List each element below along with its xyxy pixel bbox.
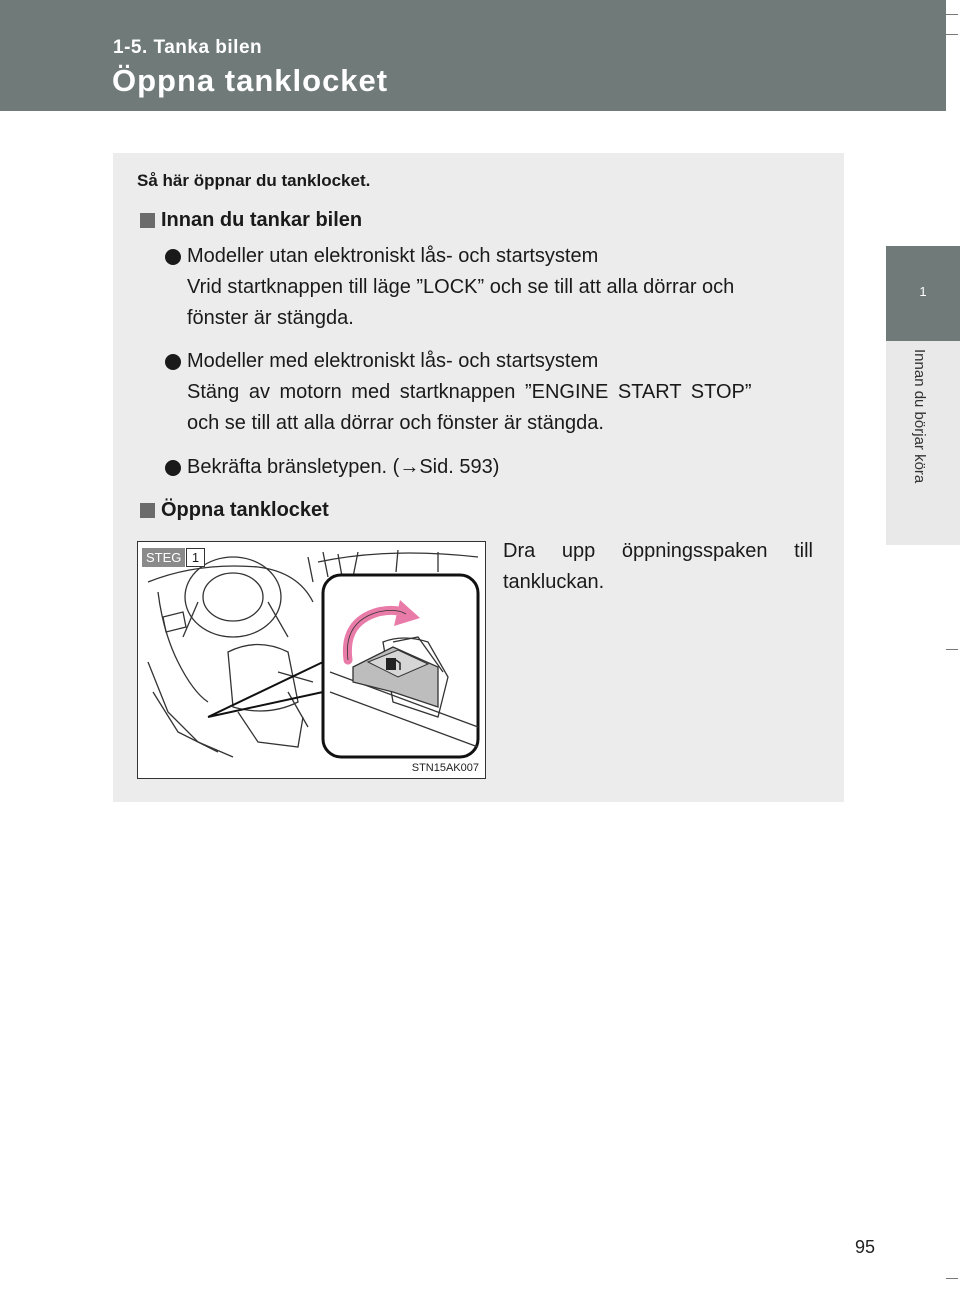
item-text: Stäng av motorn med startknappen ”ENGINE START STOP” <box>187 381 752 403</box>
step-text: tankluckan. <box>503 571 605 593</box>
bullet-icon <box>165 354 181 370</box>
section-heading: Öppna tanklocket <box>161 499 329 521</box>
crop-mark <box>946 14 958 15</box>
crop-mark <box>946 1278 958 1279</box>
chapter-number: 1 <box>919 284 927 299</box>
crop-mark <box>946 649 958 650</box>
item-title: Modeller med elektroniskt lås- och startsystem <box>187 350 599 372</box>
step-text: Dra upp öppningsspaken till <box>503 540 813 562</box>
item-text: Vrid startknappen till läge ”LOCK” och se till att alla dörrar och <box>187 276 735 298</box>
illustration-fuel-door-lever <box>137 541 486 779</box>
intro-text: Så här öppnar du tanklocket. <box>137 171 371 190</box>
page-header <box>0 0 946 111</box>
section-label: 1-5. Tanka bilen <box>113 37 263 58</box>
step-label: STEG <box>142 548 185 567</box>
car-interior-illustration <box>138 542 485 778</box>
crop-mark <box>946 34 958 35</box>
section-heading: Innan du tankar bilen <box>161 209 363 231</box>
section-square-icon <box>140 503 155 518</box>
figure-code: STN15AK007 <box>411 762 479 774</box>
page-title: Öppna tanklocket <box>112 63 389 98</box>
section-square-icon <box>140 213 155 228</box>
bullet-icon <box>165 249 181 265</box>
bullet-icon <box>165 460 181 476</box>
page-number: 95 <box>855 1237 876 1257</box>
item-title: Bekräfta bränsletypen. (→Sid. 593) <box>187 456 500 478</box>
item-title: Modeller utan elektroniskt lås- och startsystem <box>187 245 599 267</box>
chapter-tab <box>886 246 960 341</box>
chapter-label: Innan du börjar köra <box>911 349 928 484</box>
item-text: och se till att alla dörrar och fönster är stängda. <box>187 412 604 434</box>
step-number: 1 <box>186 548 205 567</box>
item-text: fönster är stängda. <box>187 307 354 329</box>
